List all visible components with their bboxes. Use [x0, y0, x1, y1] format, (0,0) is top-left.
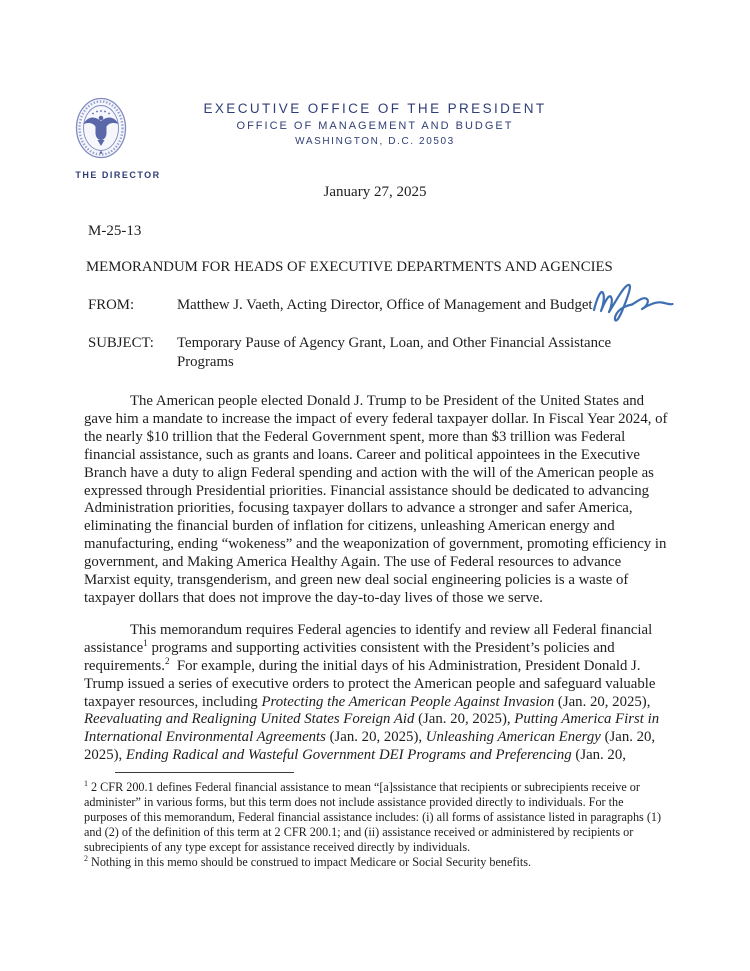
from-label: FROM: [88, 297, 135, 313]
letterhead [0, 101, 750, 147]
from-value: Matthew J. Vaeth, Acting Director, Office of Management and Budget [177, 297, 593, 313]
memo-heading: MEMORANDUM FOR HEADS OF EXECUTIVE DEPARTMENTS AND AGENCIES [86, 259, 613, 275]
body-paragraph-2: This memorandum requires Federal agencies to identify and review all Federal financial assistance$^1$ programs and supporting activities consistent with the President’s policies and requirements.$^2$ For example, during the initial days of his Administration, President Donald J. Trump issued a series of executive orders to protect the American people and safeguard valuable taxpayer resources, including Protecting the American People Against Invasion (Jan. 20, 2025), Reevaluating and Realigning United States Foreign Aid (Jan. 20, 2025), Putting America First in International Environmental Agreements (Jan. 20, 2025), Unleashing American Energy (Jan. 20, 2025), Ending Radical and Wasteful Government DEI Programs and Preferencing (Jan. 20, [84, 621, 660, 764]
director-signature-image [588, 279, 676, 325]
from-row [88, 296, 649, 315]
footnote-separator [115, 772, 294, 773]
subject-row [88, 334, 649, 372]
body-paragraph-1: The American people elected Donald J. Trump to be President of the United States and gave him a mandate to increase the impact of every federal taxpayer dollar. In Fiscal Year 2024, of the nearly $10 trillion that the Federal Government spent, more than $3 trillion was Federal financial assistance, such as grants and loans. Career and political appointees in the Executive Branch have a duty to align Federal spending and action with the will of the American people as expressed through Presidential priorities. Financial assistance should be dedicated to advancing Administration priorities, focusing taxpayer dollars to advance a stronger and safer America, eliminating the financial burden of inflation for citizens, unleashing American energy and manufacturing, ending “wokeness” and the weaponization of government, promoting efficiency in government, and Making America Healthy Again. The use of Federal resources to advance Marxist equity, transgenderism, and green new deal social engineering policies is a waste of taxpayer dollars that does not improve the day-to-day lives of those we serve. [84, 393, 668, 606]
memo-number: M-25-13 [88, 223, 142, 239]
footnote-1: $^1$ 2 CFR 200.1 defines Federal financial assistance to mean “[a]ssistance that recipients or subrecipients receive or administer” in various forms, but this term does not include assistance provided directly to individuals. For the purposes of this memorandum, Federal financial assistance includes: (i) all forms of assistance listed in paragraphs (1) and (2) of the definition of this term at 2 CFR 200.1; and (ii) assistance received or administered by recipients or subrecipients of any type except for assistance received directly by individuals. [84, 778, 662, 854]
subject-value: Temporary Pause of Agency Grant, Loan, and Other Financial Assistance Programs [177, 335, 612, 370]
subject-label: SUBJECT: [88, 335, 154, 351]
seal-caption: THE DIRECTOR [75, 170, 161, 180]
footnote-2: $^2$ Nothing in this memo should be construed to impact Medicare or Social Security benefits. [84, 853, 532, 869]
letterhead-office-title: EXECUTIVE OFFICE OF THE PRESIDENT [203, 101, 547, 116]
memo-body [84, 393, 670, 765]
footnotes [84, 780, 666, 870]
memo-date: January 27, 2025 [323, 184, 427, 200]
letterhead-address: WASHINGTON, D.C. 20503 [295, 135, 455, 147]
letterhead-agency-name: OFFICE OF MANAGEMENT AND BUDGET [236, 120, 514, 132]
